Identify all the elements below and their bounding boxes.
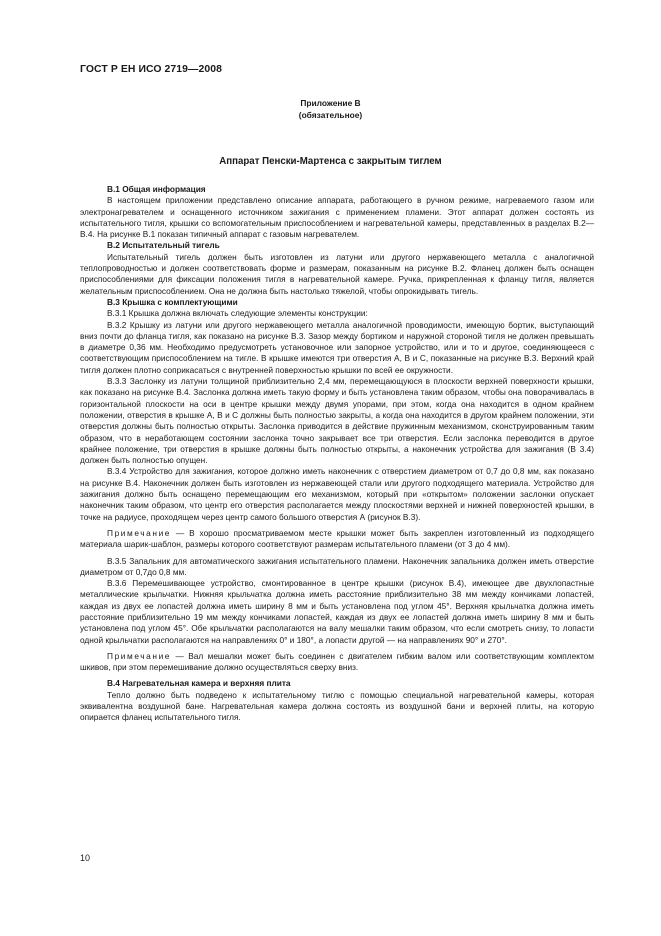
- document-id-header: ГОСТ Р ЕН ИСО 2719—2008: [80, 64, 223, 75]
- section-b2-paragraph: Испытательный тигель должен быть изготовлен из латуни или другого нержавеющего металла с аналогичной теплопроводностью и должен соответствовать форме и размерам, показанным на рисунке В.2. Фланец должен быть оснащен приспособлениями для фиксации положения тигля в нагревательной камере. Ручка, прикрепленная к фланцу тигля, является желательным приспособлением. Она не должна быть настолько тяжелой, чтобы опрокидывать тигель.: [80, 251, 594, 296]
- annex-title: Аппарат Пенски-Мартенса с закрытым тиглем: [219, 156, 442, 167]
- note-1-text: — В хорошо просматриваемом месте крышки может быть закреплен изготовленный из подходящего материала шарик-шаблон, размеры которого соответствуют размерам испытательного пламени (от 3 до 4 мм).: [80, 527, 594, 550]
- annex-heading: [80, 98, 581, 121]
- annex-status: (обязательное): [298, 109, 363, 120]
- clause-b3-1: В.3.1 Крышка должна включать следующие элементы конструкции:: [107, 308, 368, 319]
- note-2: [80, 651, 594, 674]
- section-b2-heading: В.2 Испытательный тигель: [107, 240, 220, 251]
- section-b1-paragraph: В настоящем приложении представлено описание аппарата, работающего в ручном режиме, нагреваемого газом или электронагревателем и оснащенного источником зажигания с применением пламени. Этот аппарат должен состоять из испытательного тигля, крышки со вспомогательным приспособлением и нагревательной камеры, представленных в разделах В.2—В.4. На рисунке В.1 показан типичный аппарат с газовым нагревателем.: [80, 195, 594, 240]
- clause-b3-3: В.3.3 Заслонку из латуни толщиной приблизительно 2,4 мм, перемещающуюся в плоскости верхней поверхности крышки, как показано на рисунке В.4. Заслонка должна иметь такую форму и быть установлена таким образом, чтобы она поворачивалась в горизонтальной плоскости на оси в центре крышки между двумя упорами, при этом, когда она находится в одном крайнем положении, отверстия в крышке А, В и С должны быть полностью закрыты, а когда она находится в другом крайнем положении, эти отверстия должны быть полностью открыты. Заслонка приводится в действие пружинным механизмом, сконструированным таким образом, что в неработающем состоянии заслонка точно закрывает все три отверстия. Если заслонка переводится в другое крайнее положение, три отверстия в крышке должны быть полностью открыты, а наконечник устройства для зажигания (В 3.4) должен быть полностью опущен.: [80, 376, 594, 466]
- document-body: [80, 184, 594, 724]
- clause-b3-5: В.3.5 Запальник для автоматического зажигания испытательного пламени. Наконечник запальника должен иметь отверстие диаметром от 0,7до 0,8 мм.: [80, 555, 594, 577]
- note-2-text: — Вал мешалки может быть соединен с двигателем гибким валом или соответствующим комплектом шкивов, при этом перемешивание должно осуществляться сверху вниз.: [80, 650, 594, 673]
- section-b3-heading: В.3 Крышка с комплектующими: [107, 296, 238, 307]
- page-number: 10: [80, 853, 91, 863]
- note-1-label: Примечание: [107, 527, 172, 538]
- clause-b3-2: В.3.2 Крышку из латуни или другого нержавеющего металла аналогичной проводимости, имеющую бортик, выступающий вниз почти до фланца тигля, как показано на рисунке В.3. Зазор между бортиком и наружной стороной тигля не должен превышать в диаметре 0,36 мм. Необходимо предусмотреть установочное или запорное устройство, или и то и другое, соединяющееся с соответствующим приспособлением на тигле. В крышке имеются три отверстия А, В и С, показанные на рисунке В.3. Верхний край тигля должен плотно соприкасаться с внутренней поверхностью крышки по всей ее окружности.: [80, 319, 594, 375]
- clause-b3-4: В.3.4 Устройство для зажигания, которое должно иметь наконечник с отверстием диаметром от 0,7 до 0,8 мм, как показано на рисунке В.4. Наконечник должен быть изготовлен из нержавеющей стали или другого подходящего материала. Устройство для зажигания должно быть оснащено перемещающим его механизмом, который при «открытом» положении заслонки опускает наконечник таким образом, что центр его отверстия располагается между плоскостями верхней и нижней поверхностей крышки, в точке на радиусе, проходящем через центр самого большого отверстия А (рисунок В.3).: [80, 466, 594, 522]
- annex-label: Приложение В: [300, 98, 361, 108]
- note-2-label: Примечание: [107, 650, 172, 661]
- clause-b3-6: В.3.6 Перемешивающее устройство, смонтированное в центре крышки (рисунок В.4), имеющее две двухлопастные металлические крыльчатки. Нижняя крыльчатка должна иметь расстояние приблизительно 38 мм между кончиками лопастей, каждая из двух ее лопастей должна иметь ширину 8 мм и быть установлена под углом 45°. Верхняя крыльчатка должна иметь расстояние приблизительно 19 мм между кончиками лопастей, каждая из двух ее лопастей должна иметь ширину 8 мм и быть установлена под углом 45°. Обе крыльчатки располагаются на валу мешалки таким образом, что если смотреть снизу, то лопасти одной крыльчатки располагаются на направлениях 0° и 180°, а лопасти другой — на направлениях 90° и 270°.: [80, 578, 594, 645]
- section-b4-paragraph: Тепло должно быть подведено к испытательному тиглю с помощью специальной нагревательной камеры, которая эквивалентна воздушной бане. Нагревательная камера должна состоять из воздушной бани и верхней плиты, на которую опирается фланец испытательного тигля.: [80, 689, 594, 723]
- section-b4-heading: В.4 Нагревательная камера и верхняя плита: [107, 678, 291, 689]
- note-1: [80, 528, 594, 551]
- section-b1-heading: В.1 Общая информация: [107, 184, 206, 194]
